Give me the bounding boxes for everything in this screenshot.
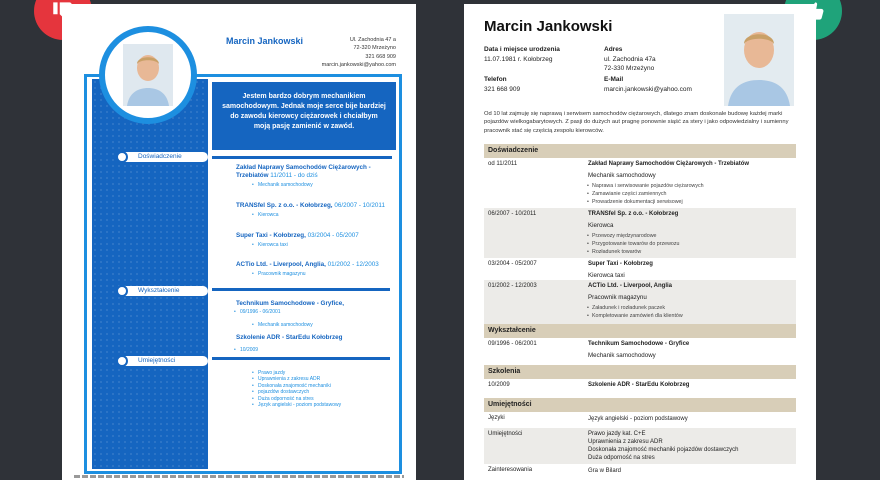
email-label: E-Mail bbox=[604, 76, 624, 83]
edu-date: • 09/1996 - 06/2001 bbox=[240, 309, 281, 315]
job-role: • Kierowca taxi bbox=[258, 242, 288, 248]
phone-label: Telefon bbox=[484, 76, 507, 83]
contact-block bbox=[322, 36, 396, 69]
address-line1: ul. Zachodnia 47a bbox=[604, 56, 656, 63]
address-line2: 72-330 Mrzeżyno bbox=[604, 65, 655, 72]
section-education: Wykształcenie bbox=[118, 286, 208, 296]
skill-item: • pojazdów dostawczych bbox=[258, 389, 388, 395]
skill-item: • Doskonała znajomość mechaniki bbox=[258, 383, 388, 389]
birth-label: Data i miejsce urodzenia bbox=[484, 46, 560, 53]
exp-row: 03/2004 - 05/2007 Super Taxi - Kołobrzeg Kierowca taxi bbox=[488, 261, 653, 279]
job-title: Zakład Naprawy Samochodów Ciężarowych - Trzebiatów 11/2011 - do dziś bbox=[236, 164, 371, 179]
address-line: Ul. Zachodnia 47 a bbox=[349, 37, 396, 43]
section-skills: Umiejętności bbox=[484, 398, 796, 412]
job-role: • Kierowca bbox=[258, 212, 279, 218]
address-label: Adres bbox=[604, 46, 623, 53]
skill-row: Umiejętności Prawo jazdy kat. C+E Uprawnienia z zakresu ADR Doskonała znajomość mechaniki pojazdów dostawczych Duża odporność na stres bbox=[484, 428, 796, 464]
email-value: marcin.jankowski@yahoo.com bbox=[604, 86, 692, 93]
exp-row: od 11/2011 Zakład Naprawy Samochodów Ciężarowych - Trzebiatów Mechanik samochodowy • Naprawa i serwisowanie pojazdów ciężarowych • Zamawianie części zamiennych • Prowadzenie dokumentacji serwisowej bbox=[484, 158, 796, 208]
skill-item: • Język angielski - poziom podstawowy bbox=[258, 402, 388, 408]
footer-clause bbox=[74, 475, 404, 478]
city-line: 72-320 Mrzeżyno bbox=[353, 45, 396, 52]
phone-value: 321 668 909 bbox=[484, 86, 521, 93]
edu-title: Szkolenie ADR - StarEdu Kołobrzeg bbox=[236, 334, 343, 341]
intro-text: Od 10 lat zajmuję się naprawą i serwisem samochodów ciężarowych, dlatego znam doskonale budowę każdej marki pojazdów wielkogabarytowych. Z pasji do dużych aut pragnę ponownie siąść za stery i jako odpowiedzialny i sumienny pracownik stać się częścią zespołu kierowców. bbox=[484, 111, 789, 134]
skill-item: • Prawo jazdy bbox=[258, 370, 388, 376]
photo-frame bbox=[99, 26, 197, 124]
edu-date: • 10/2009 bbox=[240, 347, 258, 353]
edu-title: Technikum Samochodowe - Gryfice, bbox=[236, 300, 345, 307]
skill-item: • Duża odporność na stres bbox=[258, 396, 388, 402]
section-education: Wykształcenie bbox=[484, 324, 796, 338]
section-line bbox=[212, 357, 390, 360]
skills-list bbox=[258, 370, 388, 408]
job-role: • Mechanik samochodowy bbox=[258, 182, 313, 188]
exp-row: 01/2002 - 12/2003 ACTio Ltd. - Liverpool, Anglia Pracownik magazynu • Załadunek i rozładunek paczek • Kompletowanie zamówień dla klientów bbox=[484, 280, 796, 324]
job-title: TRANSfel Sp. z o.o. - Kołobrzeg, 06/2007 - 10/2011 bbox=[236, 202, 385, 209]
cv-bad-example bbox=[62, 4, 416, 480]
section-experience: Doświadczenie bbox=[484, 144, 796, 158]
profile-photo bbox=[123, 44, 173, 106]
section-training: Szkolenia bbox=[484, 365, 796, 379]
birth-value: 11.07.1981 r. Kołobrzeg bbox=[484, 56, 553, 63]
section-line bbox=[212, 156, 392, 159]
section-line bbox=[212, 288, 390, 291]
cv-good-example bbox=[464, 4, 816, 480]
edu-row: 09/1996 - 06/2001 Technikum Samochodowe - Gryfice Mechanik samochodowy bbox=[488, 341, 690, 359]
skill-row: Języki Język angielski - poziom podstawowy bbox=[488, 415, 688, 422]
job-title: Super Taxi - Kołobrzeg, 03/2004 - 05/2007 bbox=[236, 232, 359, 239]
cv-sidebar bbox=[92, 79, 208, 469]
phone: 321 668 909 bbox=[365, 53, 396, 60]
cv-name: Marcin Jankowski bbox=[226, 36, 304, 46]
skill-item: • Uprawnienia z zakresu ADR bbox=[258, 376, 388, 382]
profile-photo bbox=[724, 14, 794, 106]
job-role: • Pracownik magazynu bbox=[258, 271, 306, 277]
skill-row: Zainteresowania Gra w Bilard bbox=[488, 467, 622, 474]
job-title: ACTio Ltd. - Liverpool, Anglia, 01/2002 - 12/2003 bbox=[236, 261, 379, 268]
edu-role: • Mechanik samochodowy bbox=[258, 322, 313, 328]
section-experience: Doświadczenie bbox=[118, 152, 208, 162]
intro-box: Jestem bardzo dobrym mechanikiem samochodowym. Jednak moje serce bije bardziej do zawodu kierowcy ciężarowek i chciałbym moją pasję zamienić w zawód. bbox=[212, 82, 396, 150]
section-skills: Umiejętności bbox=[118, 356, 208, 366]
email: marcin.jankowski@yahoo.com bbox=[321, 61, 396, 68]
cv-name: Marcin Jankowski bbox=[484, 18, 613, 35]
exp-row: 06/2007 - 10/2011 TRANSfel Sp. z o.o. - Kołobrzeg Kierowca • Przewozy międzynarodowe • Przygotowanie towarów do przewozu • Rozładunek towarów bbox=[484, 208, 796, 258]
training-row: 10/2009 Szkolenie ADR - StarEdu Kołobrzeg bbox=[488, 382, 690, 388]
